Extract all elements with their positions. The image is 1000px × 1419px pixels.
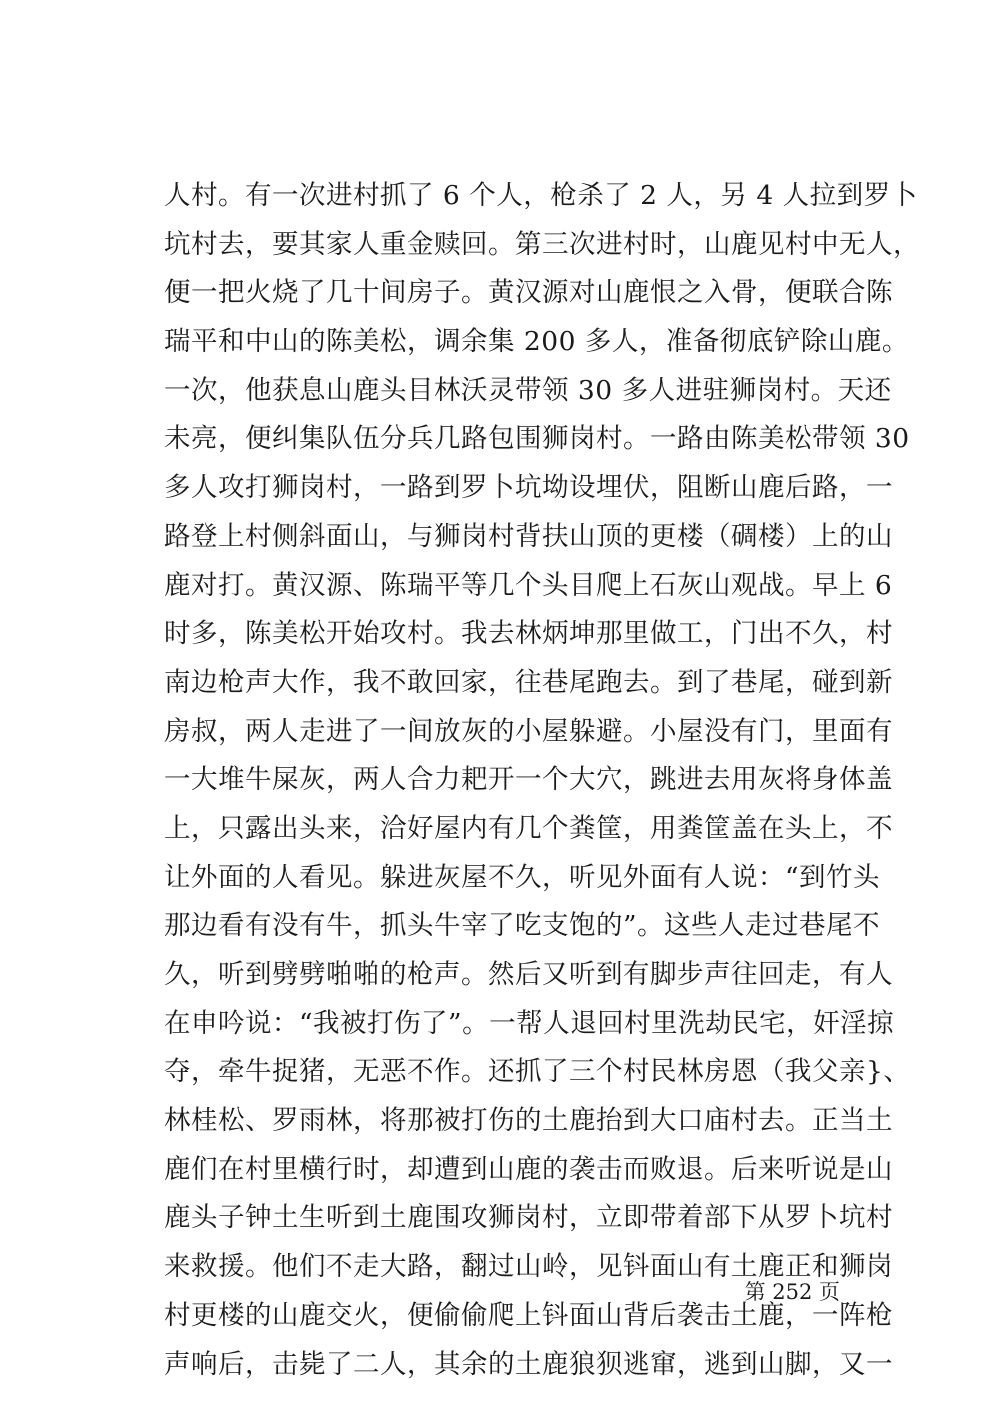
text-line: 让外面的人看见。躲进灰屋不久，听见外面有人说：“到竹头 [164,861,881,893]
text-line: 鹿头子钟土生听到土鹿围攻狮岗村，立即带着部下从罗卜坑村 [164,1202,893,1234]
text-line: 声响后，击毙了二人，其余的土鹿狼狈逃窜，逃到山脚，又一 [164,1348,893,1380]
text-line: 一次，他获息山鹿头目林沃灵带领 30 多人进驻狮岗村。天还 [164,374,892,406]
text-line: 多人攻打狮岗村，一路到罗卜坑坳设埋伏，阻断山鹿后路，一 [164,472,893,504]
text-line: 村更楼的山鹿交火，便偷偷爬上钭面山背后袭击土鹿，一阵枪 [164,1299,893,1331]
text-line: 在申吟说：“我被打伤了”。一帮人退回村里洗劫民宅，奸淫掠 [164,1007,895,1039]
text-line: 鹿对打。黄汉源、陈瑞平等几个头目爬上石灰山观战。早上 6 [164,569,893,601]
body-text [164,172,920,1389]
text-line: 南边枪声大作，我不敢回家，往巷尾跑去。到了巷尾，碰到新 [164,666,893,698]
text-line: 瑞平和中山的陈美松，调余集 200 多人，准备彻底铲除山鹿。 [164,326,909,358]
text-line: 时多，陈美松开始攻村。我去林炳坤那里做工，门出不久，村 [164,618,893,650]
text-line: 人村。有一次进村抓了 6 个人，枪杀了 2 人，另 4 人拉到罗卜 [164,180,918,211]
text-line: 鹿们在村里横行时，却遭到山鹿的袭击而败退。后来听说是山 [164,1153,893,1185]
text-line: 坑村去，要其家人重金赎回。第三次进村时，山鹿见村中无人， [164,228,920,260]
text-line: 那边看有没有牛，抓头牛宰了吃支饱的”。这些人走过巷尾不 [164,910,881,942]
text-line: 来救援。他们不走大路，翻过山岭，见钭面山有土鹿正和狮岗 [164,1251,893,1283]
text-line: 久，听到劈劈啪啪的枪声。然后又听到有脚步声往回走，有人 [164,959,893,990]
text-line: 房叔，两人走进了一间放灰的小屋躲避。小屋没有门，里面有 [164,715,893,747]
text-line: 上，只露出头来，洽好屋内有几个粪筐，用粪筐盖在头上，不 [164,812,893,844]
text-line: 夺，牵牛捉猪，无恶不作。还抓了三个村民林房恩（我父亲}、 [164,1056,911,1088]
text-line: 林桂松、罗雨林，将那被打伤的土鹿抬到大口庙村去。正当土 [164,1105,893,1137]
text-line: 便一把火烧了几十间房子。黄汉源对山鹿恨之入骨，便联合陈 [164,277,893,309]
page-number: 第 252 页 [744,1280,840,1304]
text-line: 路登上村侧斜面山，与狮岗村背扶山顶的更楼（碉楼）上的山 [164,520,893,552]
text-line: 未亮，便纠集队伍分兵几路包围狮岗村。一路由陈美松带领 30 [164,423,910,455]
text-line: 一大堆牛屎灰，两人合力耙开一个大穴，跳进去用灰将身体盖 [164,764,893,796]
